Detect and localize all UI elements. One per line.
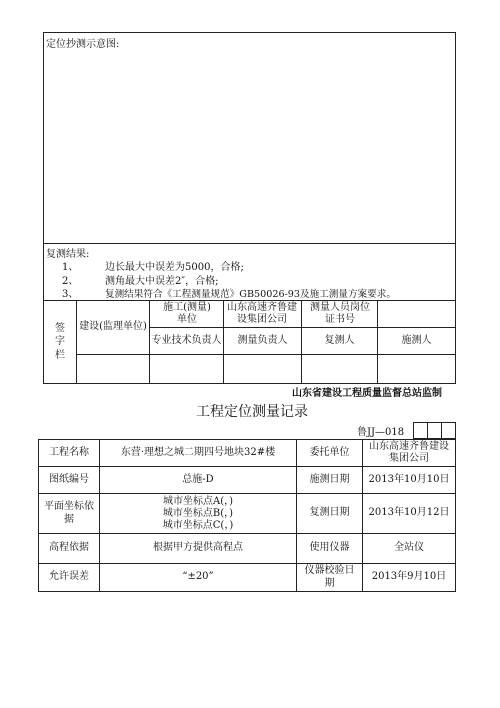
footer-org: 山东省建设工程质量监督总站监制 [292, 388, 442, 399]
result-item-num: 3、 [62, 289, 79, 300]
role-tech-lead: 专业技术负责人 [151, 334, 222, 346]
role-survey-lead: 测量负责人 [237, 334, 288, 346]
coord-point: 城市坐标点C(，) [162, 519, 234, 531]
sign-role-row-bottom [76, 354, 456, 355]
role-resurveyor: 复测人 [324, 334, 355, 346]
sign-label [44, 301, 76, 383]
result-item-text: 复测结果符合《工程测量规范》GB50026-93及施工测量方案要求。 [105, 289, 396, 300]
coord-point: 城市坐标点B(，) [162, 507, 234, 519]
drawing-no-label: 图纸编号 [49, 473, 89, 485]
diagram-label: 定位抄测示意图: [46, 39, 120, 50]
record-grid-v [455, 439, 456, 592]
contractor-header: 施工(测量)单位 [163, 301, 211, 325]
result-item-text: 测角最大中误差2″，合格; [105, 276, 219, 287]
construction-unit: 建设(监理单位) [79, 321, 147, 333]
resurvey-date-value: 2013年10月12日 [368, 507, 450, 519]
sign-label-char: 签 [55, 322, 65, 334]
instrument-label: 使用仪器 [309, 542, 350, 554]
code-box [413, 422, 428, 439]
survey-date-label: 施测日期 [309, 473, 350, 485]
code-box [441, 422, 456, 439]
result-item-num: 1、 [62, 262, 79, 273]
survey-date-value: 2013年10月10日 [368, 473, 450, 485]
client-value: 山东高速齐鲁建设集团公司 [369, 440, 449, 464]
coord-points [100, 494, 296, 533]
right-border [455, 32, 456, 384]
calibration-value: 2013年9月10日 [371, 571, 447, 583]
role-surveyor: 施测人 [401, 334, 432, 346]
tolerance-label: 允许误差 [49, 571, 89, 583]
coord-basis-label: 平面坐标依据 [44, 501, 94, 525]
sign-label-char: 字 [55, 336, 65, 348]
diagram-divider [43, 243, 456, 244]
project-name-value: 东营·理想之城二期四号地块32#楼 [120, 446, 276, 458]
drawing-no-value: 总施-D [182, 473, 214, 485]
record-code: 鲁JJ—018 [357, 427, 405, 438]
code-box [427, 422, 442, 439]
calibration-label: 仪器校验日期 [304, 565, 355, 589]
surveyor-cert: 测量人员岗位证书号 [310, 301, 370, 325]
result-item-text: 边长最大中误差为5000，合格; [105, 262, 244, 273]
client-label: 委托单位 [309, 446, 350, 458]
instrument-value: 全站仪 [394, 542, 424, 554]
record-grid-h [38, 591, 456, 592]
elevation-basis-value: 根据甲方提供高程点 [153, 542, 243, 554]
record-title: 工程定位测量记录 [196, 404, 308, 420]
tolerance-value: “±20” [182, 571, 214, 583]
sign-label-char: 栏 [55, 349, 65, 361]
bottom-border [43, 383, 456, 384]
project-name-label: 工程名称 [49, 446, 89, 458]
result-label: 复测结果: [46, 249, 90, 260]
top-border [43, 32, 456, 33]
elevation-basis-label: 高程依据 [49, 542, 89, 554]
coord-point: 城市坐标点A(，) [162, 495, 234, 507]
contractor-name: 山东高速齐鲁建设集团公司 [227, 301, 297, 325]
resurvey-date-label: 复测日期 [309, 507, 350, 519]
result-item-num: 2、 [62, 276, 79, 287]
